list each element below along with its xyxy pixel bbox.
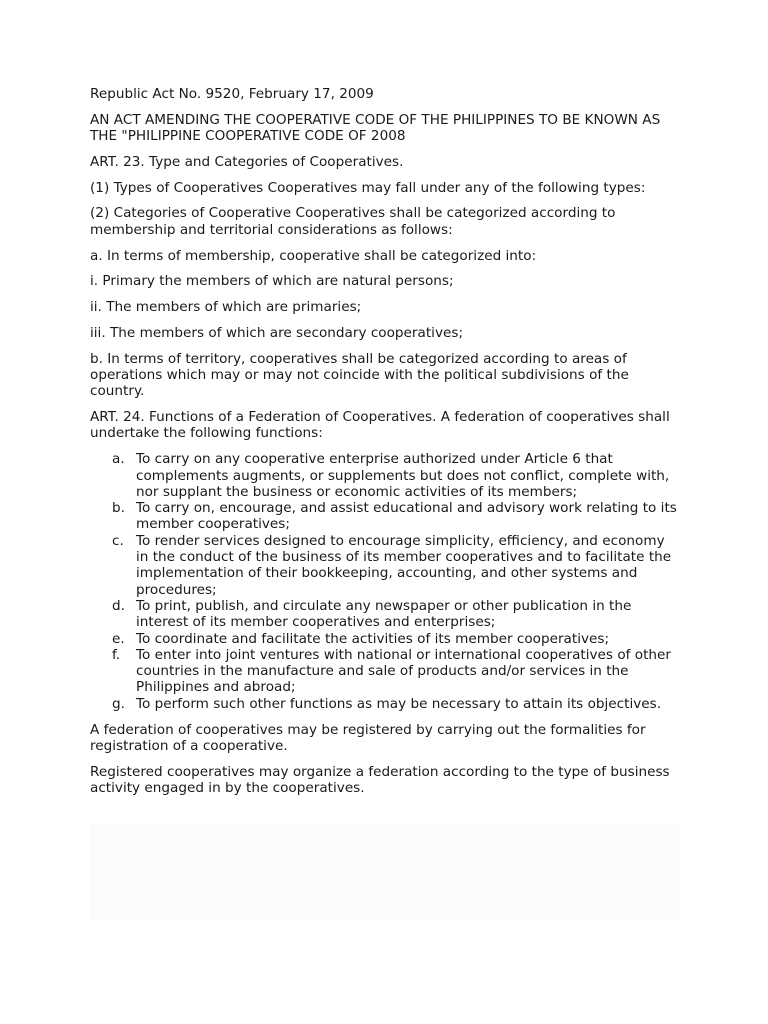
art23-types-paragraph: (1) Types of Cooperatives Cooperatives may fall under any of the following types: <box>90 179 646 196</box>
secondary-paragraph: ii. The members of which are primaries; <box>90 299 362 316</box>
list-item-text: To perform such other functions as may be necessary to attain its objectives. <box>136 695 662 712</box>
primary-paragraph: i. Primary the members of which are natural persons; <box>90 273 454 290</box>
federation-registration-paragraph: A federation of cooperatives may be registered by carrying out the formalities for registration of a cooperative. <box>90 721 646 754</box>
list-item <box>90 696 686 712</box>
list-marker: e. <box>112 630 125 647</box>
act-title: AN ACT AMENDING THE COOPERATIVE CODE OF THE PHILIPPINES TO BE KNOWN AS THE "PHILIPPINE COOPERATIVE CODE OF 2008 <box>90 111 661 145</box>
territory-paragraph: b. In terms of territory, cooperatives shall be categorized according to areas of operations which may or may not coincide with the political subdivisions of the country. <box>90 350 629 400</box>
list-item-text: To carry on, encourage, and assist educational and advisory work relating to its member cooperatives; <box>136 500 677 533</box>
tertiary-paragraph: iii. The members of which are secondary cooperatives; <box>90 324 464 341</box>
list-item <box>90 647 686 696</box>
list-item <box>90 451 686 500</box>
list-item <box>90 631 686 647</box>
federation-organization-paragraph: Registered cooperatives may organize a federation according to the type of business activity engaged in by the cooperatives. <box>90 763 670 796</box>
list-marker: f. <box>112 646 121 663</box>
functions-list <box>90 451 686 712</box>
list-item-text: To render services designed to encourage simplicity, efficiency, and economy in the conduct of the business of its member cooperatives and to facilitate the implementation of their bookkeeping, accounting, and other systems and procedures; <box>136 532 672 598</box>
list-item-text: To carry on any cooperative enterprise authorized under Article 6 that complements augments, or supplements but does not conflict, complete with, nor supplant the business or economic activities of its members; <box>136 451 670 500</box>
list-marker: a. <box>112 451 125 468</box>
art23-heading: ART. 23. Type and Categories of Cooperatives. <box>90 153 404 170</box>
art23-categories-paragraph: (2) Categories of Cooperative Cooperatives shall be categorized according to membership and territorial considerations as follows: <box>90 205 616 238</box>
art24-intro: ART. 24. Functions of a Federation of Cooperatives. A federation of cooperatives shall undertake the following functions: <box>90 409 670 442</box>
list-marker: d. <box>112 597 125 614</box>
membership-paragraph: a. In terms of membership, cooperative shall be categorized into: <box>90 247 537 264</box>
list-item <box>90 500 686 533</box>
list-item-text: To coordinate and facilitate the activities of its member cooperatives; <box>136 630 610 647</box>
list-item <box>90 598 686 631</box>
list-marker: c. <box>112 532 124 549</box>
list-marker: g. <box>112 695 125 712</box>
document-page <box>90 86 686 806</box>
blank-content-area <box>90 824 680 920</box>
list-item-text: To print, publish, and circulate any newspaper or other publication in the interest of its member cooperatives and enterprises; <box>136 597 632 631</box>
list-marker: b. <box>112 500 125 517</box>
list-item <box>90 533 686 598</box>
document-heading: Republic Act No. 9520, February 17, 2009 <box>90 86 374 102</box>
list-item-text: To enter into joint ventures with national or international cooperatives of other countries in the manufacture and sale of products and/or services in the Philippines and abroad; <box>136 646 671 696</box>
